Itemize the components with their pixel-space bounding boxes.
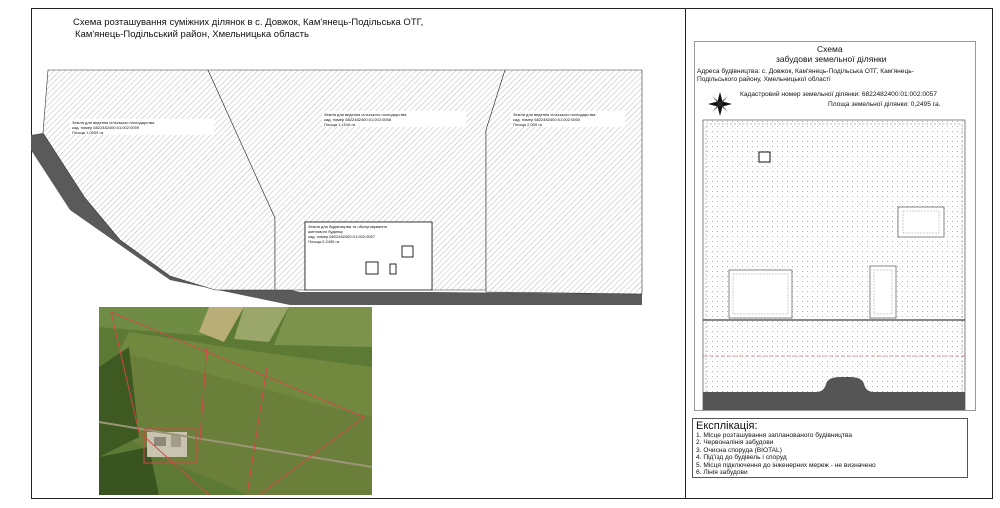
parcel-59-use: Земля для ведення сільського господарства bbox=[72, 120, 155, 125]
parcel-59-area: Площа 1,0009 га bbox=[72, 130, 104, 135]
site-area: Площа земельної ділянки: 0,2495 га. bbox=[828, 101, 941, 108]
parcel-58-label bbox=[322, 111, 466, 127]
parcel-57-use-2: житлового будинку bbox=[308, 229, 343, 234]
left-title-line2: Кам'янець-Подільський район, Хмельницька область bbox=[75, 29, 309, 40]
left-title-line1: Схема розташування суміжних ділянок в с. Довжок, Кам'янець-Подільська ОТГ, bbox=[73, 17, 424, 28]
explication-item: 3. Очисна споруда (BIOTAL) bbox=[696, 446, 782, 454]
explication-item: 1. Місце розташування запланованого будівництва bbox=[696, 432, 853, 439]
compass-icon bbox=[708, 92, 732, 116]
parcel-57-number: кад. номер 6822482400:01:002:0057 bbox=[308, 234, 375, 239]
parcel-58-use: Земля для ведення сільського господарства bbox=[324, 112, 407, 117]
address-line1: Адреса будівництва: с. Довжок, Кам'янець-Подільська ОТГ, Кам'янець- bbox=[697, 68, 914, 75]
marker-square bbox=[759, 152, 770, 162]
right-title-line2: забудови земельної ділянки bbox=[776, 54, 887, 64]
cadastral-number: Кадастровий номер земельної ділянки: 6822482400:01:002:0057 bbox=[740, 91, 938, 98]
address-line2: Подільського району, Хмельницької області bbox=[697, 76, 831, 83]
explication-box bbox=[692, 418, 968, 478]
aerial-photo bbox=[99, 307, 372, 495]
parcel-57-area: Площа 0,2495 га bbox=[308, 239, 340, 244]
right-title-line1: Схема bbox=[817, 44, 843, 54]
explication-item: 4. Під'їзд до будівель і споруд bbox=[696, 454, 787, 462]
parcel-60-area: Площа 2,009 га bbox=[513, 122, 542, 127]
explication-item: 2. Червоналінія забудови bbox=[696, 439, 774, 447]
explication-item: 6. Лінія забудови bbox=[696, 469, 748, 477]
parcel-59-label bbox=[70, 119, 214, 135]
explication-item: 5. Місця підключення до інженерних мереж - не визначено bbox=[696, 461, 876, 469]
parcel-60 bbox=[486, 70, 642, 294]
parcel-58-area: Площа 1,1516 га bbox=[324, 122, 356, 127]
explication-title: Експлікація: bbox=[696, 420, 758, 432]
site-parcel bbox=[703, 120, 965, 410]
parcel-57-use: Земля для будівництва та обслуговування bbox=[308, 224, 387, 229]
parcel-60-label bbox=[511, 111, 625, 127]
parcel-57-label bbox=[307, 224, 430, 248]
site-plan bbox=[686, 80, 986, 410]
parcel-59-number: кад. номер 6822482400:01:002:0059 bbox=[72, 125, 139, 130]
parcel-60-number: кад. номер 6822482400:01:002:0060 bbox=[513, 117, 580, 122]
parcel-60-use: Земля для ведення сільського господарства bbox=[513, 112, 596, 117]
parcel-58-number: кад. номер 6822482400:01:002:0058 bbox=[324, 117, 391, 122]
